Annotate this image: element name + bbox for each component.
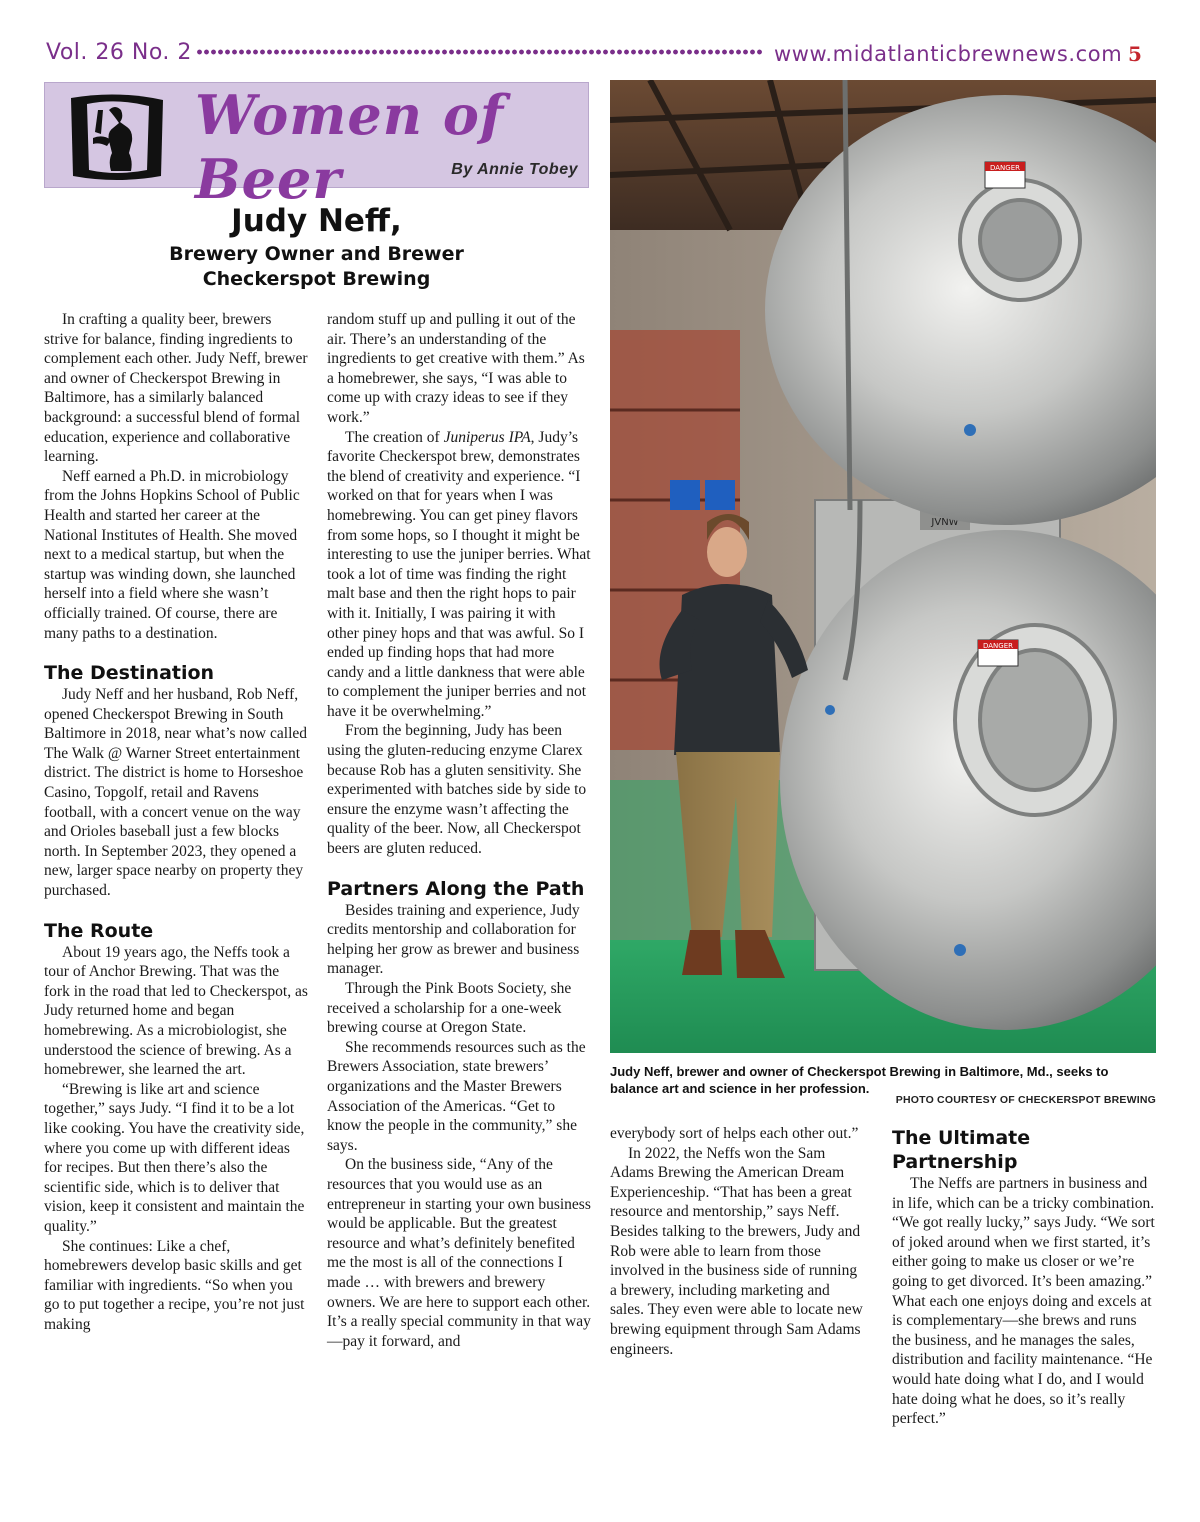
paragraph: She continues: Like a chef, homebrewers develop basic skills and get familiar with ingredients. “So when you go to put together a recipe, you’re not just making	[44, 1237, 305, 1333]
website-url[interactable]: www.midatlanticbrewnews.com	[774, 42, 1123, 66]
volume-issue: Vol. 26 No. 2	[46, 40, 192, 65]
paragraph	[327, 428, 591, 722]
text-run: The creation of	[345, 428, 444, 446]
section-heading-route: The Route	[44, 919, 154, 942]
article-headline: Judy Neff,	[231, 203, 402, 239]
text-column-3	[610, 1124, 865, 1359]
section-heading-partnership: The Ultimate Partnership	[892, 1127, 1031, 1173]
page-number: 5	[1128, 42, 1142, 66]
paragraph: She recommends resources such as the Brewers Association, state brewers’ organizations and the Master Brewers Association of the Americas. “Get to know the people in the community,” she says.	[327, 1038, 586, 1154]
photo-caption: Judy Neff, brewer and owner of Checkerspot Brewing in Baltimore, Md., seeks to balance art and science in her profession.	[610, 1064, 1109, 1096]
paragraph: Neff earned a Ph.D. in microbiology from the Johns Hopkins School of Public Health and started her career at the National Institutes of Health. She moved next to a medical startup, but when the startup was winding down, she launched herself into a field where she wasn’t officially trained. Of course, there are many paths to a destination.	[44, 467, 300, 642]
woman-silhouette-icon	[65, 92, 169, 182]
paragraph: On the business side, “Any of the resources that you would use as an entrepreneur in starting your own business would be applicable. But the greatest resource and what’s definitely benefited me the most is all of the connections I made … with brewers and brewery owners. We are here to support each other. It’s a really special community in that way—pay it forward, and	[327, 1156, 591, 1350]
paragraph: In 2022, the Neffs won the Sam Adams Brewing the American Dream Experienceship. “That has been a great resource and mentorship,” says Neff. Besides talking to the brewers, Judy and Rob were able to learn from those involved in the business side of running a brewery, including marketing and sales. They even were able to locate new brewing equipment through Sam Adams engineers.	[610, 1144, 863, 1358]
beer-name: Juniperus IPA	[443, 428, 531, 446]
brewery-tank-photo	[610, 80, 1156, 1053]
paragraph: The Neffs are partners in business and in life, which can be a tricky combination. “We got really lucky,” says Judy. “We sort of joked around when we first started, it’s either going to make us closer or we’re going to get divorced. It’s been amazing.” What each one enjoys doing and excels at is complementary—she brews and runs the business, and he manages the sales, distribution and facility maintenance. “He would hate doing what I do, and I would hate doing what he does, so it’s really perfect.”	[892, 1175, 1155, 1428]
tank-manufacturer-plate: JVNW	[931, 517, 959, 528]
text-run: , Judy’s favorite Checkerspot brew, demonstrates the blend of creativity and experience. “I worked on that for years when I was homebrewing. You can get piney flavors from some hops, so I thought it might be interesting to use the juniper berries. What took a lot of time was finding the right malt base and then the right hops to pair with it. Initially, I was pairing it with other piney hops and that was awful. So I ended up finding hops that had more candy and a little dankness that were able to complement the juniper berries and not have it be overwhelming.”	[327, 428, 591, 720]
paragraph: Besides training and experience, Judy credits mentorship and collaboration for helping her grow as brewer and business manager.	[327, 901, 580, 978]
article-subhead-company: Checkerspot Brewing	[202, 268, 431, 290]
column-title: Women of Beer	[195, 83, 505, 211]
paragraph: About 19 years ago, the Neffs took a tour of Anchor Brewing. That was the fork in the road that led to Checkerspot, as Judy returned home and began homebrewing. As a microbiologist, she understood the science of brewing. As a homebrewer, she learned the art.	[44, 943, 308, 1079]
byline: By Annie Tobey	[451, 161, 578, 178]
paragraph: In crafting a quality beer, brewers strive for balance, finding ingredients to complement each other. Judy Neff, brewer and owner of Checkerspot Brewing in Baltimore, has a similarly balanced background: a successful blend of formal education, experience and collaborative learning.	[44, 311, 308, 466]
header-dot-rule	[196, 45, 762, 59]
article-photo	[610, 80, 1156, 1053]
danger-label-lower: DANGER	[982, 642, 1014, 650]
section-heading-destination: The Destination	[44, 662, 215, 685]
column-banner	[44, 82, 589, 211]
text-column-2	[327, 310, 591, 1351]
paragraph: Judy Neff and her husband, Rob Neff, opened Checkerspot Brewing in South Baltimore in 2018, near what’s now called The Walk @ Warner Street entertainment district. The district is home to Horseshoe Casino, Topgolf, retail and Ravens football, with a concert venue on the way and Orioles baseball just a few blocks north. In September 2023, they opened a new, larger space nearby on property they purchased.	[44, 686, 308, 900]
paragraph: everybody sort of helps each other out.”	[610, 1125, 859, 1142]
paragraph: From the beginning, Judy has been using the gluten-reducing enzyme Clarex because Rob has a gluten sensitivity. She experimented with batches side by side to ensure the enzyme wasn’t affecting the quality of the beer. Now, all Checkerspot beers are gluten reduced.	[327, 722, 587, 858]
paragraph: random stuff up and pulling it out of the air. There’s an understanding of the ingredients to get creative with them.” As a homebrewer, she says, “I was able to come up with crazy ideas to see if they work.”	[327, 311, 585, 426]
text-column-4	[892, 1126, 1156, 1429]
text-column-1	[44, 310, 308, 1335]
section-heading-partners: Partners Along the Path	[327, 877, 585, 900]
danger-label-upper: DANGER	[989, 164, 1021, 172]
article-subhead-role: Brewery Owner and Brewer	[169, 243, 464, 265]
photo-credit: PHOTO COURTESY OF CHECKERSPOT BREWING	[895, 1094, 1156, 1106]
paragraph: Through the Pink Boots Society, she received a scholarship for a one-week brewing course at Oregon State.	[327, 980, 572, 1037]
paragraph: “Brewing is like art and science together,” says Judy. “I find it to be a lot like cooking. You have the creativity side, where you come up with different ideas for recipes. But then there’s also the scientific side, which is to deliver that vision, keep it consistent and maintain the quality.”	[44, 1080, 305, 1235]
